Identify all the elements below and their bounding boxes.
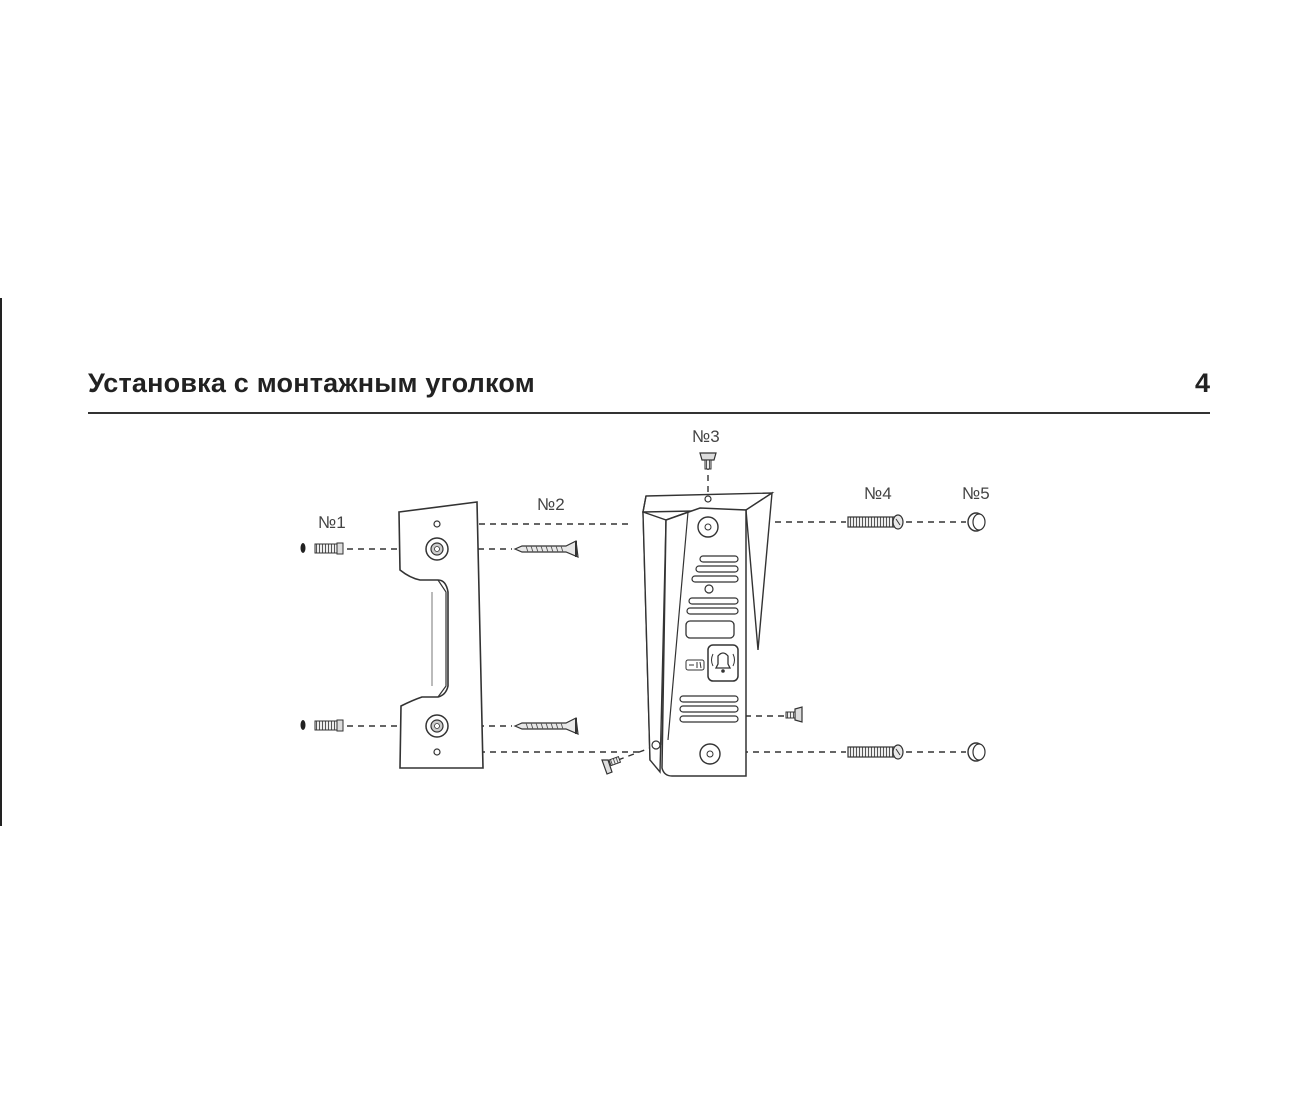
page-number: 4 — [1194, 368, 1210, 398]
small-screw-top — [700, 453, 716, 469]
label-part3: №3 — [692, 427, 720, 446]
label-part4: №4 — [864, 484, 892, 503]
mounting-bracket — [399, 502, 483, 768]
wood-screw-top — [515, 541, 578, 557]
bolt-bottom — [848, 745, 903, 759]
label-part5: №5 — [962, 484, 990, 503]
cap-top — [968, 513, 985, 531]
small-screw-right — [786, 707, 802, 722]
page-title: Установка с монтажным уголком — [88, 368, 535, 398]
bolt-top — [848, 515, 903, 529]
wood-screw-bottom — [515, 718, 578, 734]
label-part1: №1 — [318, 513, 346, 532]
label-part2: №2 — [537, 495, 565, 514]
cap-bottom — [968, 743, 985, 761]
small-screw-bottom — [602, 757, 620, 774]
wall-plug-top — [301, 543, 344, 554]
wall-plug-bottom — [301, 720, 344, 731]
call-panel-assembly — [643, 493, 772, 776]
